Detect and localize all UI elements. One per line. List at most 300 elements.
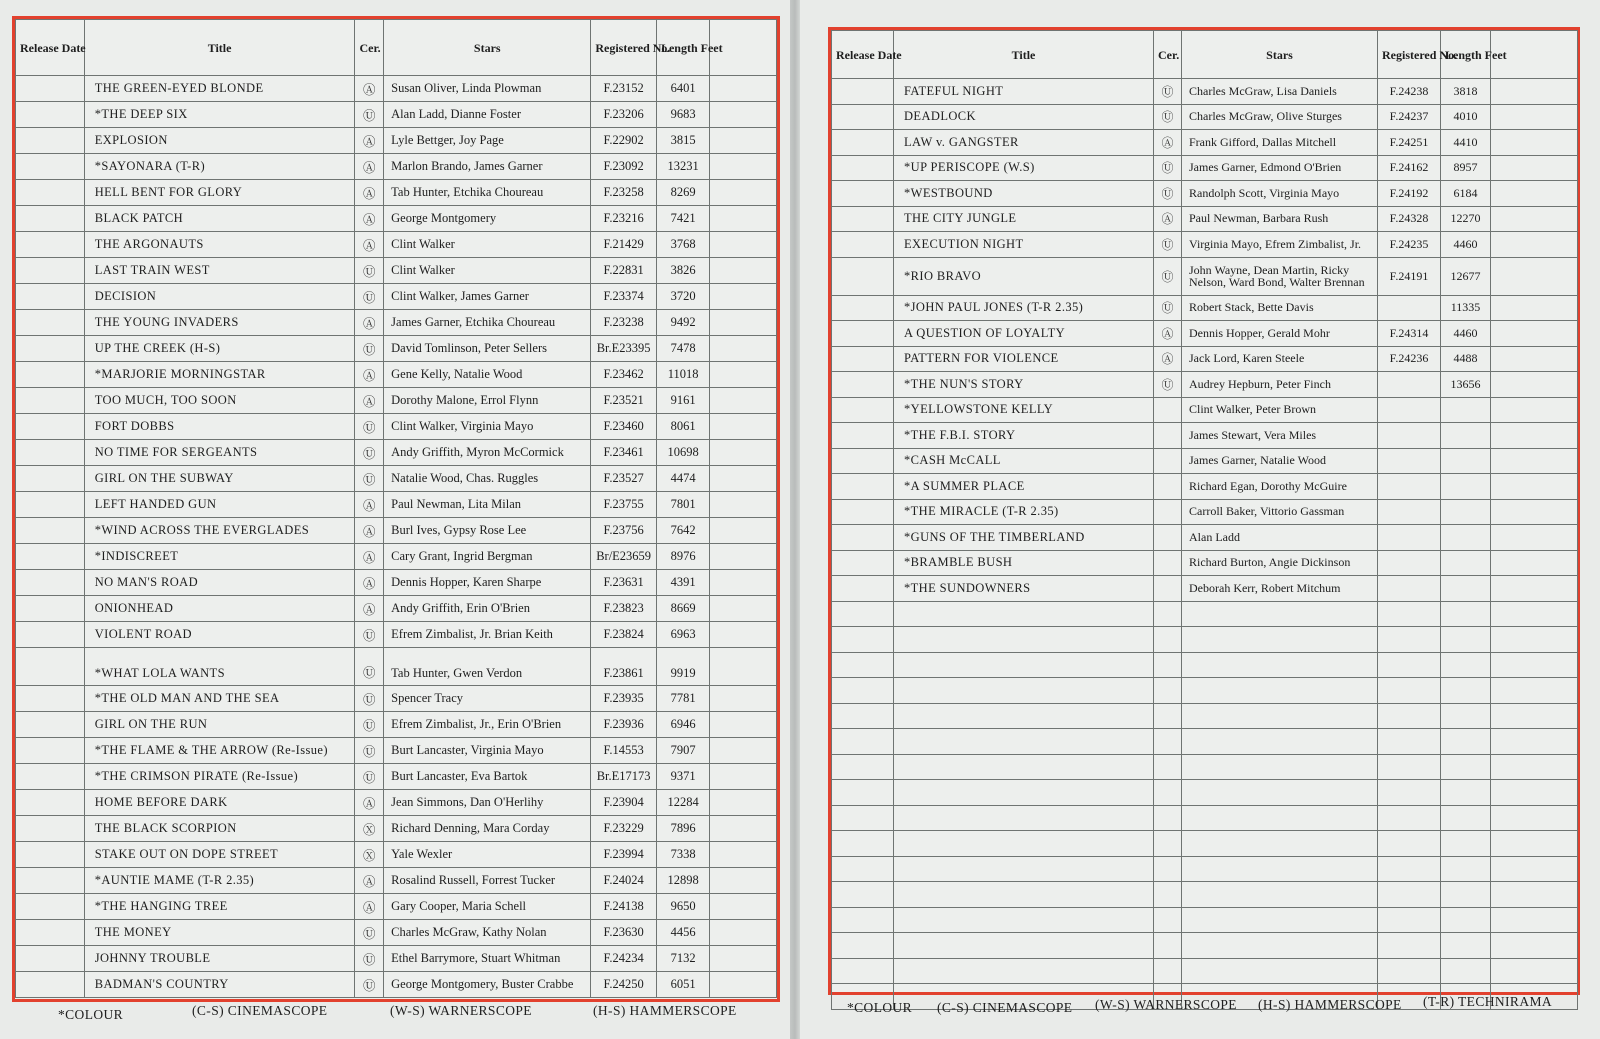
film-title [894,754,1154,780]
registered-number [1378,856,1441,882]
film-row [832,550,1578,576]
certificate-mark: Ⓤ [1154,155,1182,181]
film-title [894,856,1154,882]
film-stars: Jean Simmons, Dan O'Herlihy [384,790,591,816]
film-stars [1182,627,1378,653]
film-stars: Paul Newman, Barbara Rush [1182,206,1378,232]
film-row [16,868,777,894]
film-stars: Dorothy Malone, Errol Flynn [384,388,591,414]
registered-number [1378,907,1441,933]
length-feet [1441,499,1491,525]
length-feet [1441,397,1491,423]
film-title: EXPLOSION [84,128,355,154]
registered-number: F.24237 [1378,104,1441,130]
release-date-cell [832,372,894,398]
release-date-cell [832,206,894,232]
registered-number [1378,627,1441,653]
film-stars [1182,678,1378,704]
certificate-mark [1154,958,1182,984]
certificate-mark [1154,805,1182,831]
release-date-cell [16,232,85,258]
film-stars [1182,933,1378,959]
release-date-cell [16,712,85,738]
film-title: *JOHN PAUL JONES (T-R 2.35) [894,295,1154,321]
length-feet: 4456 [656,920,709,946]
length-feet: 7896 [656,816,709,842]
release-date-cell [16,544,85,570]
blank-cell [1491,780,1578,806]
right-legend-warnerscope: (W-S) WARNERSCOPE [1095,997,1237,1012]
film-stars: Efrem Zimbalist, Jr., Erin O'Brien [384,712,591,738]
film-stars: Yale Wexler [384,842,591,868]
film-row [16,790,777,816]
registered-number: F.24234 [591,946,657,972]
registered-number [1378,652,1441,678]
film-stars: Jack Lord, Karen Steele [1182,346,1378,372]
certificate-mark [1154,780,1182,806]
blank-cell [1491,181,1578,207]
certificate-mark: Ⓐ [355,492,384,518]
release-date-cell [16,284,85,310]
film-title [894,882,1154,908]
registered-number: F.24251 [1378,130,1441,156]
length-feet [1441,754,1491,780]
blank-cell [710,492,777,518]
film-stars: Cary Grant, Ingrid Bergman [384,544,591,570]
certificate-mark: Ⓐ [355,388,384,414]
certificate-mark: Ⓤ [355,764,384,790]
film-row [16,816,777,842]
film-row [16,180,777,206]
film-stars: George Montgomery [384,206,591,232]
right-release-table-frame [828,27,1580,995]
registered-number: Br.E17173 [591,764,657,790]
film-stars: Burt Lancaster, Virginia Mayo [384,738,591,764]
film-row [16,310,777,336]
release-date-cell [16,388,85,414]
length-feet: 9650 [656,894,709,920]
certificate-mark [1154,499,1182,525]
length-feet: 4391 [656,570,709,596]
release-date-cell [16,310,85,336]
film-row [16,972,777,998]
left-legend-cinemascope: (C-S) CINEMASCOPE [192,1003,328,1018]
empty-row [832,729,1578,755]
release-date-cell [832,257,894,295]
header-cer: Cer. [355,20,384,76]
film-title: *THE F.B.I. STORY [894,423,1154,449]
length-feet: 3826 [656,258,709,284]
film-title: UP THE CREEK (H-S) [84,336,355,362]
release-date-cell [16,920,85,946]
certificate-mark: Ⓐ [355,596,384,622]
blank-cell [710,154,777,180]
blank-cell [710,894,777,920]
registered-number: F.23374 [591,284,657,310]
header-stars: Stars [1182,31,1378,79]
certificate-mark: Ⓐ [355,362,384,388]
film-title [894,831,1154,857]
certificate-mark [1154,601,1182,627]
length-feet: 10698 [656,440,709,466]
empty-row [832,678,1578,704]
blank-cell [1491,448,1578,474]
film-stars: Charles McGraw, Kathy Nolan [384,920,591,946]
film-stars: Robert Stack, Bette Davis [1182,295,1378,321]
registered-number: F.23904 [591,790,657,816]
film-title: HOME BEFORE DARK [84,790,355,816]
release-date-cell [832,474,894,500]
film-title: *MARJORIE MORNINGSTAR [84,362,355,388]
registered-number: F.23823 [591,596,657,622]
length-feet [1441,831,1491,857]
blank-cell [1491,79,1578,105]
blank-cell [710,414,777,440]
release-date-cell [832,882,894,908]
empty-row [832,856,1578,882]
release-date-cell [16,492,85,518]
certificate-mark: Ⓐ [355,154,384,180]
registered-number: F.24024 [591,868,657,894]
blank-cell [710,544,777,570]
release-date-cell [832,831,894,857]
length-feet: 9371 [656,764,709,790]
film-row [832,397,1578,423]
film-row [16,570,777,596]
blank-cell [710,362,777,388]
length-feet: 3818 [1441,79,1491,105]
certificate-mark: Ⓤ [355,920,384,946]
length-feet: 6401 [656,76,709,102]
empty-row [832,907,1578,933]
film-stars: Clint Walker [384,258,591,284]
length-feet [1441,703,1491,729]
film-stars [1182,882,1378,908]
film-title: BADMAN'S COUNTRY [84,972,355,998]
film-row [832,448,1578,474]
registered-number: F.23238 [591,310,657,336]
release-date-cell [832,729,894,755]
certificate-mark [1154,754,1182,780]
length-feet: 6946 [656,712,709,738]
certificate-mark: Ⓤ [1154,257,1182,295]
certificate-mark [1154,448,1182,474]
length-feet: 3815 [656,128,709,154]
blank-cell [1491,257,1578,295]
film-row [832,257,1578,295]
release-date-cell [16,154,85,180]
registered-number: F.23756 [591,518,657,544]
film-title: NO MAN'S ROAD [84,570,355,596]
certificate-mark: Ⓐ [355,518,384,544]
film-title: HELL BENT FOR GLORY [84,180,355,206]
film-stars: Spencer Tracy [384,686,591,712]
film-row [832,181,1578,207]
empty-row [832,958,1578,984]
registered-number: F.23861 [591,648,657,686]
blank-cell [1491,499,1578,525]
blank-cell [1491,397,1578,423]
film-title: DEADLOCK [894,104,1154,130]
film-stars: Rosalind Russell, Forrest Tucker [384,868,591,894]
film-stars: James Garner, Natalie Wood [1182,448,1378,474]
certificate-mark: Ⓤ [1154,181,1182,207]
blank-cell [710,336,777,362]
release-date-cell [16,842,85,868]
release-date-cell [832,525,894,551]
length-feet: 13656 [1441,372,1491,398]
film-title: *GUNS OF THE TIMBERLAND [894,525,1154,551]
registered-number [1378,933,1441,959]
certificate-mark: Ⓧ [355,842,384,868]
film-stars: Ethel Barrymore, Stuart Whitman [384,946,591,972]
film-row [16,920,777,946]
length-feet: 6184 [1441,181,1491,207]
blank-cell [1491,525,1578,551]
right-legend-technirama: (T-R) TECHNIRAMA [1423,994,1553,1009]
film-title: *THE SUNDOWNERS [894,576,1154,602]
registered-number [1378,372,1441,398]
film-stars [1182,907,1378,933]
film-stars: Lyle Bettger, Joy Page [384,128,591,154]
registered-number: F.23935 [591,686,657,712]
release-date-cell [16,972,85,998]
release-date-cell [832,423,894,449]
length-feet [1441,627,1491,653]
length-feet: 9161 [656,388,709,414]
film-stars: Andy Griffith, Erin O'Brien [384,596,591,622]
certificate-mark: Ⓐ [1154,206,1182,232]
certificate-mark [1154,907,1182,933]
blank-cell [710,466,777,492]
film-row [832,232,1578,258]
certificate-mark: Ⓐ [355,544,384,570]
release-date-cell [832,155,894,181]
film-title: THE BLACK SCORPION [84,816,355,842]
release-date-cell [16,466,85,492]
film-stars: Gary Cooper, Maria Schell [384,894,591,920]
film-row [16,388,777,414]
release-date-cell [16,102,85,128]
right-header-row [832,31,1578,79]
film-row [832,525,1578,551]
film-stars: George Montgomery, Buster Crabbe [384,972,591,998]
registered-number [1378,499,1441,525]
length-feet: 7907 [656,738,709,764]
film-row [16,894,777,920]
registered-number: F.23460 [591,414,657,440]
film-row [832,474,1578,500]
film-stars [1182,856,1378,882]
film-stars: Tab Hunter, Gwen Verdon [384,648,591,686]
length-feet: 3720 [656,284,709,310]
film-stars: Richard Egan, Dorothy McGuire [1182,474,1378,500]
blank-cell [1491,155,1578,181]
release-date-cell [832,678,894,704]
film-stars: Burl Ives, Gypsy Rose Lee [384,518,591,544]
length-feet [1441,601,1491,627]
blank-cell [710,518,777,544]
film-title: *UP PERISCOPE (W.S) [894,155,1154,181]
blank-cell [1491,933,1578,959]
release-date-cell [16,570,85,596]
length-feet: 9919 [656,648,709,686]
length-feet: 9683 [656,102,709,128]
film-stars: Charles McGraw, Olive Sturges [1182,104,1378,130]
blank-cell [710,128,777,154]
film-title [894,907,1154,933]
film-title: FATEFUL NIGHT [894,79,1154,105]
registered-number: F.23092 [591,154,657,180]
release-date-cell [16,596,85,622]
length-feet: 4474 [656,466,709,492]
header-registered-no: Registered No. [591,20,657,76]
release-date-cell [832,181,894,207]
length-feet: 7132 [656,946,709,972]
certificate-mark: Ⓤ [355,946,384,972]
certificate-mark: Ⓐ [355,76,384,102]
film-title: LAST TRAIN WEST [84,258,355,284]
registered-number [1378,295,1441,321]
release-date-cell [16,206,85,232]
film-title: THE GREEN-EYED BLONDE [84,76,355,102]
certificate-mark [1154,550,1182,576]
registered-number [1378,397,1441,423]
blank-cell [710,622,777,648]
blank-cell [1491,295,1578,321]
certificate-mark: Ⓤ [1154,232,1182,258]
release-date-cell [832,805,894,831]
film-row [16,284,777,310]
empty-row [832,831,1578,857]
length-feet [1441,958,1491,984]
film-stars: Burt Lancaster, Eva Bartok [384,764,591,790]
film-title: *WIND ACROSS THE EVERGLADES [84,518,355,544]
release-date-cell [16,738,85,764]
registered-number: F.23258 [591,180,657,206]
film-stars: Richard Burton, Angie Dickinson [1182,550,1378,576]
film-row [832,321,1578,347]
certificate-mark: Ⓤ [355,686,384,712]
film-stars: Andy Griffith, Myron McCormick [384,440,591,466]
length-feet [1441,856,1491,882]
release-date-cell [832,79,894,105]
film-title [894,805,1154,831]
length-feet [1441,780,1491,806]
film-stars: Tab Hunter, Etchika Choureau [384,180,591,206]
film-title: PATTERN FOR VIOLENCE [894,346,1154,372]
registered-number: F.23755 [591,492,657,518]
film-stars [1182,652,1378,678]
film-row [16,102,777,128]
film-stars: Susan Oliver, Linda Plowman [384,76,591,102]
release-date-cell [16,648,85,686]
film-row [832,423,1578,449]
length-feet [1441,907,1491,933]
film-row [832,206,1578,232]
certificate-mark: Ⓤ [355,738,384,764]
right-legend-hammerscope: (H-S) HAMMERSCOPE [1258,997,1402,1012]
length-feet: 11018 [656,362,709,388]
release-date-cell [16,868,85,894]
registered-number [1378,882,1441,908]
blank-cell [710,712,777,738]
left-release-table-frame [12,16,780,1002]
certificate-mark: Ⓤ [1154,104,1182,130]
release-date-cell [16,764,85,790]
certificate-mark: Ⓐ [1154,346,1182,372]
certificate-mark [1154,729,1182,755]
header-stars: Stars [384,20,591,76]
right-legend-colour: *COLOUR [847,1000,913,1015]
film-title: THE CITY JUNGLE [894,206,1154,232]
registered-number: F.23936 [591,712,657,738]
certificate-mark [1154,933,1182,959]
film-title [894,703,1154,729]
length-feet: 12284 [656,790,709,816]
length-feet [1441,882,1491,908]
registered-number: F.23461 [591,440,657,466]
film-stars: Clint Walker, James Garner [384,284,591,310]
blank-cell [1491,882,1578,908]
length-feet: 13231 [656,154,709,180]
film-row [832,346,1578,372]
film-title [894,678,1154,704]
blank-cell [710,206,777,232]
film-stars: Randolph Scott, Virginia Mayo [1182,181,1378,207]
film-stars: Virginia Mayo, Efrem Zimbalist, Jr. [1182,232,1378,258]
release-date-cell [832,295,894,321]
certificate-mark: Ⓤ [355,336,384,362]
header-title: Title [894,31,1154,79]
blank-cell [710,972,777,998]
film-stars [1182,703,1378,729]
film-row [16,76,777,102]
length-feet [1441,576,1491,602]
certificate-mark: Ⓤ [1154,79,1182,105]
certificate-mark [1154,856,1182,882]
blank-cell [1491,206,1578,232]
certificate-mark [1154,831,1182,857]
header-title: Title [84,20,355,76]
empty-row [832,882,1578,908]
film-title: NO TIME FOR SERGEANTS [84,440,355,466]
blank-cell [1491,372,1578,398]
registered-number: F.23527 [591,466,657,492]
length-feet: 11335 [1441,295,1491,321]
film-stars: Audrey Hepburn, Peter Finch [1182,372,1378,398]
film-title: THE MONEY [84,920,355,946]
release-date-cell [832,550,894,576]
empty-row [832,754,1578,780]
film-row [16,712,777,738]
registered-number: F.24192 [1378,181,1441,207]
film-stars [1182,780,1378,806]
registered-number [1378,678,1441,704]
film-title: *THE DEEP SIX [84,102,355,128]
film-title: GIRL ON THE RUN [84,712,355,738]
film-row [16,206,777,232]
blank-cell [710,284,777,310]
blank-cell [1491,805,1578,831]
registered-number: F.24138 [591,894,657,920]
length-feet: 4460 [1441,321,1491,347]
certificate-mark: Ⓤ [1154,295,1182,321]
length-feet [1441,448,1491,474]
certificate-mark [1154,652,1182,678]
release-date-cell [16,440,85,466]
registered-number [1378,958,1441,984]
